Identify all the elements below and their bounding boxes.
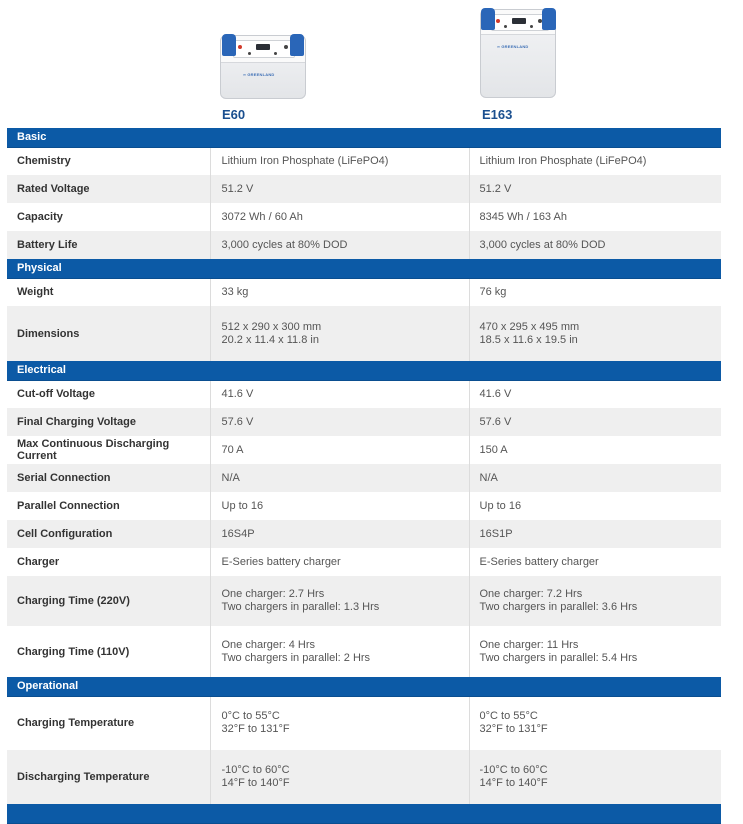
spec-value-e163: 470 x 295 x 495 mm 18.5 x 11.6 x 19.5 in [469, 306, 721, 361]
spec-value-e60: Lithium Iron Phosphate (LiFePO4) [210, 147, 469, 175]
section-header-next [7, 804, 721, 823]
spec-label: Discharging Temperature [7, 750, 210, 804]
section-header-operational: Operational [7, 677, 721, 696]
spec-row [7, 306, 721, 361]
spec-value-e60: N/A [210, 464, 469, 492]
spec-row [7, 278, 721, 306]
spec-value-e60: 512 x 290 x 300 mm 20.2 x 11.4 x 11.8 in [210, 306, 469, 361]
spec-value-e163: 76 kg [479, 286, 507, 299]
spec-value-e163: N/A [469, 464, 721, 492]
spec-row [7, 231, 721, 259]
product-header [0, 0, 743, 128]
spec-value-e163: -10°C to 60°C 14°F to 140°F [469, 750, 721, 804]
spec-value-e60: Up to 16 [210, 492, 469, 520]
section-header-basic: Basic [7, 128, 721, 147]
spec-row [7, 147, 721, 175]
spec-label: Cut-off Voltage [7, 380, 210, 408]
spec-value-e60: 51.2 V [210, 175, 469, 203]
spec-row [7, 626, 721, 677]
spec-label: Chemistry [7, 147, 210, 175]
spec-value-e60: 0°C to 55°C 32°F to 131°F [210, 696, 469, 750]
spec-value-e163: Lithium Iron Phosphate (LiFePO4) [479, 155, 647, 168]
spec-label: Weight [7, 278, 210, 306]
spec-value-e60: E-Series battery charger [210, 548, 469, 576]
spec-row [7, 464, 721, 492]
spec-label: Capacity [7, 203, 210, 231]
spec-label: Charging Temperature [7, 696, 210, 750]
product-name-e163: E163 [482, 107, 513, 122]
spec-label: Charging Time (110V) [7, 626, 210, 677]
spec-label: Charging Time (220V) [7, 576, 210, 626]
spec-row [7, 696, 721, 750]
spec-row [7, 380, 721, 408]
spec-label: Cell Configuration [7, 520, 210, 548]
spec-row [7, 203, 721, 231]
spec-value-e60: 70 A [210, 436, 469, 464]
spec-row [7, 548, 721, 576]
spec-row [7, 408, 721, 436]
spec-row [7, 492, 721, 520]
spec-label: Rated Voltage [7, 175, 210, 203]
spec-value-e60: -10°C to 60°C 14°F to 140°F [210, 750, 469, 804]
spec-row [7, 175, 721, 203]
spec-value-e163: One charger: 7.2 Hrs Two chargers in parallel: 3.6 Hrs [469, 576, 721, 626]
spec-value-e60: 3,000 cycles at 80% DOD [210, 231, 469, 259]
section-header-electrical: Electrical [7, 361, 721, 380]
product-logo: ∞ GREENLAND [243, 72, 275, 77]
spec-value-e60: One charger: 4 Hrs Two chargers in parallel: 2 Hrs [210, 626, 469, 677]
spec-value-e163: 150 A [479, 444, 508, 456]
spec-value-e163: 16S1P [469, 520, 721, 548]
spec-value-e60: 33 kg [210, 278, 469, 306]
spec-label: Serial Connection [7, 464, 210, 492]
spec-value-e163: 51.2 V [469, 175, 721, 203]
spec-value-e60: 3072 Wh / 60 Ah [210, 203, 469, 231]
spec-label: Dimensions [7, 306, 210, 361]
spec-value-e60: 57.6 V [210, 408, 469, 436]
spec-value-e163: One charger: 11 Hrs Two chargers in parallel: 5.4 Hrs [479, 638, 638, 664]
spec-row [7, 576, 721, 626]
spec-value-e163: 57.6 V [469, 408, 721, 436]
product-name-e60: E60 [222, 107, 246, 122]
spec-value-e60: One charger: 2.7 Hrs Two chargers in parallel: 1.3 Hrs [210, 576, 469, 626]
spec-label: Charger [7, 548, 210, 576]
spec-label: Parallel Connection [7, 492, 210, 520]
battery-e163-image [480, 6, 556, 98]
spec-table [7, 128, 721, 824]
spec-value-e163: Up to 16 [479, 500, 522, 512]
spec-value-e163: 8345 Wh / 163 Ah [479, 211, 567, 223]
spec-label: Battery Life [7, 231, 210, 259]
spec-value-e60: 16S4P [210, 520, 469, 548]
spec-label: Max Continuous Discharging Current [7, 436, 210, 464]
spec-row [7, 750, 721, 804]
battery-e60-image [220, 31, 306, 99]
spec-value-e163: E-Series battery charger [479, 556, 599, 568]
spec-value-e163: 0°C to 55°C 32°F to 131°F [479, 710, 548, 736]
section-header-physical: Physical [7, 259, 721, 278]
spec-row [7, 436, 721, 464]
spec-row [7, 520, 721, 548]
spec-value-e163: 41.6 V [479, 388, 512, 401]
spec-label: Final Charging Voltage [7, 408, 210, 436]
spec-value-e60: 41.6 V [210, 380, 469, 408]
spec-value-e163: 3,000 cycles at 80% DOD [469, 231, 721, 259]
product-logo: ∞ GREENLAND [497, 44, 529, 49]
